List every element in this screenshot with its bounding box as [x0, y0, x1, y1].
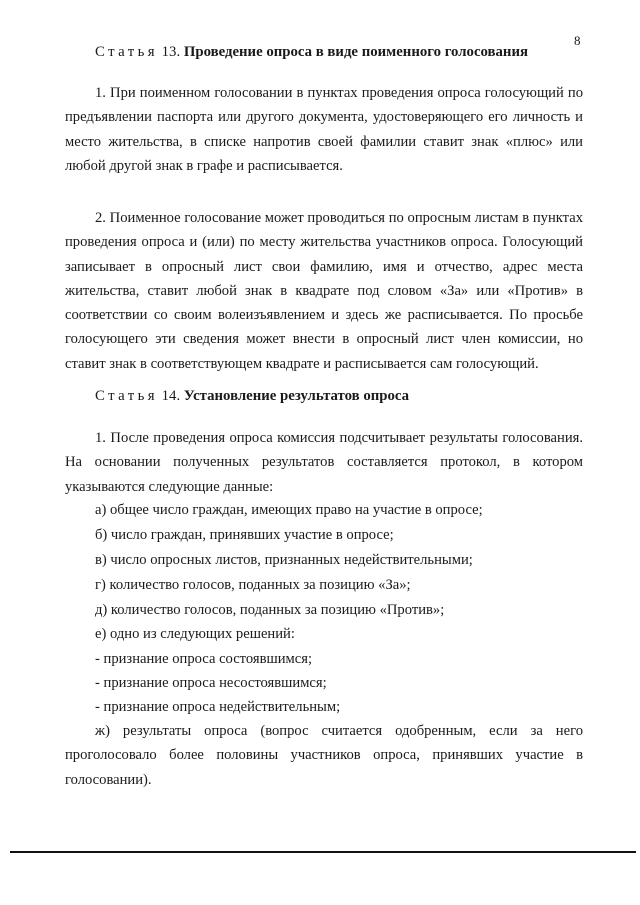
article-14-title: Установление результатов опроса: [183, 388, 410, 404]
article-13-number: 13.: [161, 44, 181, 60]
list-item-decision-held: - признание опроса состоявшимся;: [95, 651, 313, 667]
list-item-e: е) одно из следующих решений:: [95, 626, 295, 642]
article-13-title: Проведение опроса в виде поименного голосования: [183, 44, 528, 60]
article-14-number: 14.: [161, 388, 181, 404]
list-item-decision-not-held: - признание опроса несостоявшимся;: [95, 675, 327, 691]
article-13-word: Статья: [95, 44, 158, 60]
list-item-b: б) число граждан, принявших участие в опросе;: [95, 527, 394, 543]
article-14-item-zh: ж) результаты опроса (вопрос считается одобренным, если за него проголосовало более половины участников опроса, принявших участие в голосовании).: [65, 723, 583, 788]
article-14-heading: [95, 388, 409, 405]
article-13-paragraph-1: 1. При поименном голосовании в пунктах проведения опроса голосующий по предъявлении паспорта или другого документа, удостоверяющего его личность и место жительства, в списке напротив своей фамилии ставит знак «плюс» или любой другой знак в графе и расписывается.: [65, 85, 583, 174]
article-14-paragraph-1: 1. После проведения опроса комиссия подсчитывает результаты голосования. На основании полученных результатов составляется протокол, в котором указываются следующие данные:: [65, 430, 583, 495]
list-item-decision-invalid: - признание опроса недействительным;: [95, 699, 341, 715]
article-14-word: Статья: [95, 388, 158, 404]
page-number: 8: [574, 33, 581, 48]
footer-rule: [10, 851, 636, 853]
list-item-v: в) число опросных листов, признанных недействительными;: [95, 552, 473, 568]
list-item-a: а) общее число граждан, имеющих право на участие в опросе;: [95, 502, 483, 518]
list-item-g: г) количество голосов, поданных за позицию «За»;: [95, 577, 411, 593]
article-13-heading: [95, 44, 528, 61]
article-13-paragraph-2: 2. Поименное голосование может проводиться по опросным листам в пунктах проведения опроса и (или) по месту жительства участников опроса. Голосующий записывает в опросный лист свои фамилию, имя и отчество, адрес места жительства, ставит любой знак в квадрате под словом «За» или «Против» в соответствии со своим волеизъявлением и здесь же расписывается. По просьбе голосующего эти сведения может внести в опросный лист член комиссии, но ставит знак в соответствующем квадрате и расписывается сам голосующий.: [65, 210, 583, 372]
list-item-d: д) количество голосов, поданных за позицию «Против»;: [95, 602, 445, 618]
